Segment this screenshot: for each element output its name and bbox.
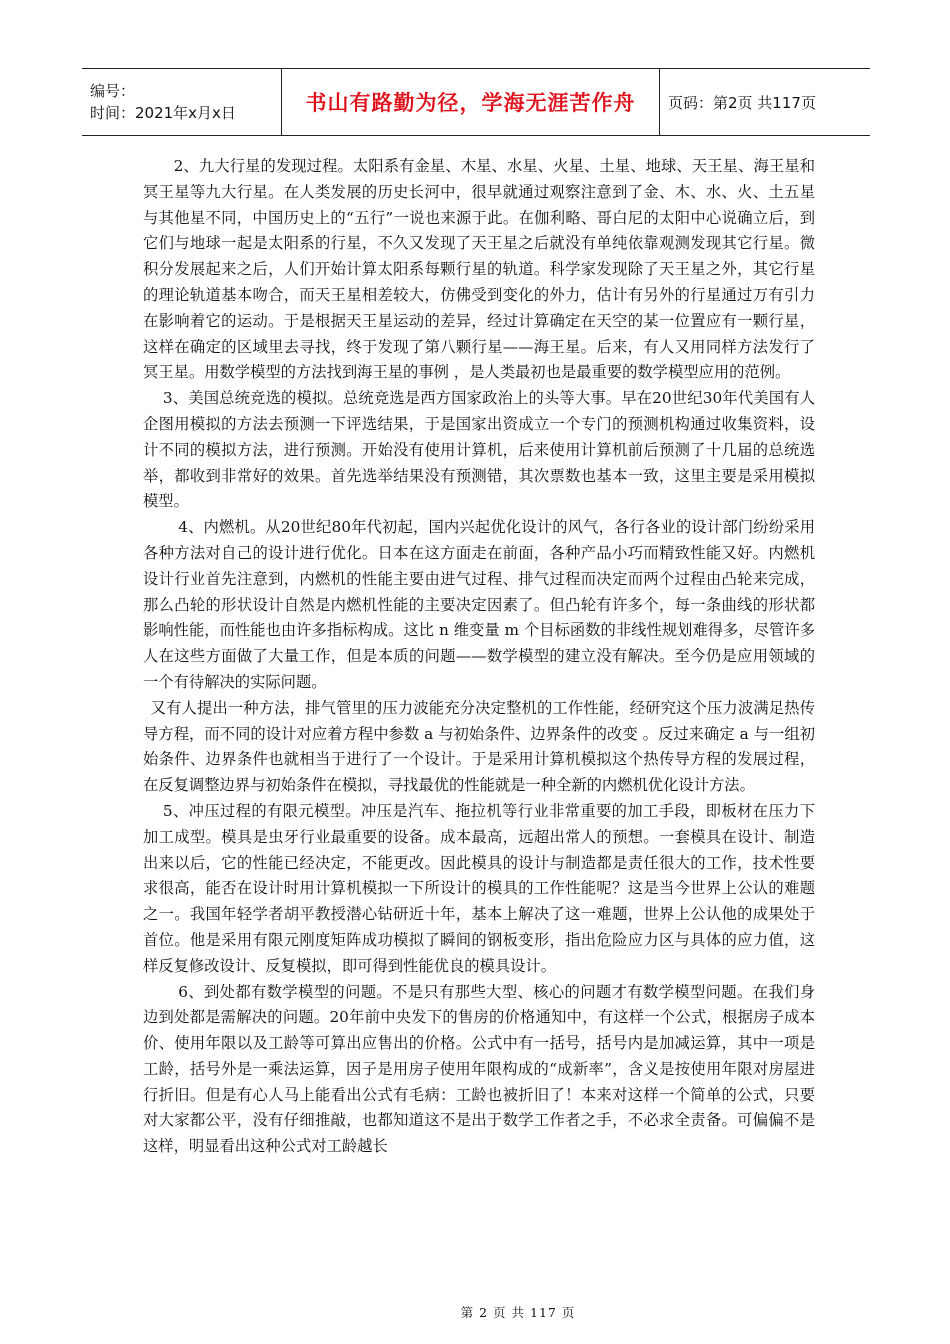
page-header	[82, 68, 870, 136]
document-body	[143, 154, 815, 1160]
paragraph-planets: 2、九大行星的发现过程。太阳系有金星、木星、水星、火星、土星、地球、天王星、海王星和冥王星等九大行星。在人类发展的历史长河中，很早就通过观察注意到了金、木、水、火、土五星与其他星不同，中国历史上的“五行”一说也来源于此。在伽利略、哥白尼的太阳中心说确立后，到它们与地球一起是太阳系的行星，不久又发现了天王星之后就没有单纯依靠观测发现其它行星。微积分发展起来之后，人们开始计算太阳系每颗行星的轨道。科学家发现除了天王星之外，其它行星的理论轨道基本吻合，而天王星相差较大，仿佛受到变化的外力，估计有另外的行星通过万有引力在影响着它的运动。于是根据天王星运动的差异，经过计算确定在天空的某一位置应有一颗行星，这样在确定的区域里去寻找，终于发现了第八颗行星——海王星。后来，有人又用同样方法发行了冥王星。用数学模型的方法找到海王星的事例 ，是人类最初也是最重要的数学模型应用的范例。	[143, 157, 815, 382]
paragraph-engine: 4、内燃机。从20世纪80年代初起，国内兴起优化设计的风气，各行各业的设计部门纷纷采用各种方法对自己的设计进行优化。日本在这方面走在前面，各种产品小巧而精致性能又好。内燃机设计行业首先注意到，内燃机的性能主要由进气过程、排气过程而决定而两个过程由凸轮来完成，那么凸轮的形状设计自然是内燃机性能的主要决定因素了。但凸轮有许多个，每一条曲线的形状都影响性能，而性能也由许多指标构成。这比 n 维变量 m 个目标函数的非线性规划难得多，尽管许多人在这些方面做了大量工作，但是本质的问题——数学模型的建立没有解决。至今仍是应用领域的一个有待解决的实际问题。	[143, 518, 815, 691]
page-footer: 第 2 页 共 117 页	[460, 1305, 576, 1320]
paragraph-engine-method: 又有人提出一种方法，排气管里的压力波能充分决定整机的工作性能，经研究这个压力波满足热传导方程，而不同的设计对应着方程中参数 a 与初始条件、边界条件的改变 。反过来确定 a 与一组初始条件、边界条件也就相当于进行了一个设计。于是采用计算机模拟这个热传导方程的发展过程，在反复调整边界与初始条件在模拟，寻找最优的性能就是一种全新的内燃机优化设计方法。	[143, 698, 815, 795]
paragraph-everyday-models: 6、到处都有数学模型的问题。不是只有那些大型、核心的问题才有数学模型问题。在我们身边到处都是需解决的问题。20年前中央发下的售房的价格通知中，有这样一个公式，根据房子成本价、使用年限以及工龄等可算出应售出的价格。公式中有一括号，括号内是加减运算，其中一项是工龄，括号外是一乘法运算，因子是用房子使用年限构成的“成新率”，含义是按使用年限对房屋进行折旧。但是有心人马上能看出公式有毛病：工龄也被折旧了！本来对这样一个简单的公式，只要对大家都公平，没有仔细推敲，也都知道这不是出于数学工作者之手，不必求全责备。可偏偏不是这样，明显看出这种公式对工龄越长	[143, 982, 815, 1156]
header-meta	[82, 69, 282, 135]
serial-label: 编号：	[90, 82, 136, 100]
paragraph-election: 3、美国总统竞选的模拟。总统竞选是西方国家政治上的头等大事。早在20世纪30年代美国有人企图用模拟的方法去预测一下评选结果，于是国家出资成立一个专门的预测机构通过收集资料，设计不同的模拟方法，进行预测。开始没有使用计算机，后来使用计算机前后预测了十几届的总统选举，都收到非常好的效果。首先选举结果没有预测错，其次票数也基本一致，这里主要是采用模拟模型。	[143, 389, 815, 511]
header-motto: 书山有路勤为径，学海无涯苦作舟	[282, 69, 660, 135]
header-page-info: 页码：第2页 共117页	[668, 93, 816, 112]
paragraph-stamping: 5、冲压过程的有限元模型。冲压是汽车、拖拉机等行业非常重要的加工手段，即板材在压力下加工成型。模具是虫牙行业最重要的设备。成本最高，远超出常人的预想。一套模具在设计、制造出来以后，它的性能已经决定，不能更改。因此模具的设计与制造都是责任很大的工作，技术性要求很高，能否在设计时用计算机模拟一下所设计的模具的工作性能呢？这是当今世界上公认的难题之一。我国年轻学者胡平教授潜心钻研近十年，基本上解决了这一难题，世界上公认他的成果处于首位。他是采用有限元刚度矩阵成功模拟了瞬间的钢板变形，指出危险应力区与具体的应力值，这样反复修改设计、反复模拟，即可得到性能优良的模具设计。	[143, 801, 815, 975]
date-label: 时间：2021年x月x日	[90, 104, 236, 122]
